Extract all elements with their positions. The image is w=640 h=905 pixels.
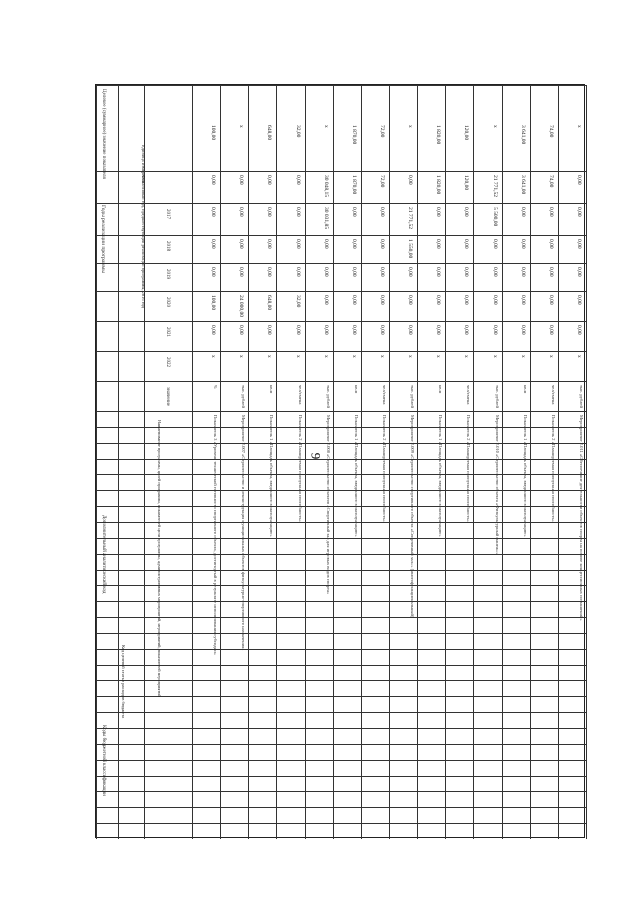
row-base: x: [294, 355, 301, 358]
col-divider: [96, 321, 586, 322]
row-value: 0,00: [350, 295, 357, 305]
row-value: 0,00: [210, 239, 217, 249]
row-value: 648,00: [266, 295, 273, 311]
row-value: 0,00: [547, 295, 554, 305]
row-total: 120,00: [463, 125, 470, 141]
row-value: 0,00: [294, 175, 301, 185]
year-label: 2021: [165, 327, 170, 337]
row-value: 0,00: [576, 175, 582, 185]
row-value: 0,00: [547, 267, 554, 277]
row-value: 0,00: [463, 325, 470, 335]
row-value: 0,00: [519, 239, 526, 249]
row-base: x: [576, 355, 582, 358]
col-divider: [96, 381, 586, 382]
row-value: 0,00: [379, 267, 385, 277]
row-name: Показатель 3 «Уровень технической готовности спортивного объекта, достигнутый в результате использования субсидии»: [213, 415, 219, 655]
row-value: 0,00: [435, 295, 442, 305]
row-total: 648,00: [266, 125, 273, 141]
row-divider: [220, 85, 221, 839]
row-value: 0,00: [435, 267, 442, 277]
code-col-divider: [96, 760, 586, 761]
row-value: 24 000,00: [238, 295, 245, 317]
code-col-divider: [96, 506, 586, 507]
row-value: 0,00: [407, 325, 414, 335]
row-divider: [305, 85, 306, 839]
row-value: 30 031,85: [322, 207, 329, 229]
row-base: x: [435, 355, 442, 358]
row-total: 1 870,00: [350, 125, 357, 145]
row-base: x: [210, 355, 217, 358]
row-value: 0,00: [238, 267, 245, 277]
row-value: 0,00: [379, 239, 385, 249]
row-divider: [473, 85, 474, 839]
row-value: 0,00: [238, 175, 245, 185]
row-value: 0,00: [266, 325, 273, 335]
code-col-divider: [96, 791, 586, 792]
row-value: 0,00: [379, 295, 385, 305]
code-col-divider: [96, 474, 586, 475]
row-unit: тыс. рублей: [579, 385, 584, 408]
row-value: 0,00: [210, 267, 217, 277]
row-value: 0,00: [547, 207, 554, 217]
row-value: 30 048,15: [322, 175, 329, 197]
row-base: x: [407, 355, 414, 358]
row-divider: [389, 85, 390, 839]
code-col-divider: [96, 744, 586, 745]
code-col-divider: [96, 680, 586, 681]
row-value: 0,00: [294, 325, 301, 335]
row-value: 0,00: [266, 175, 273, 185]
row-name: Показатель 1 «Площадь объекта, введенного в эксплуатацию»: [438, 415, 444, 537]
year-label: 2018: [165, 241, 170, 251]
row-value: 0,00: [519, 207, 526, 217]
row-value: 0,00: [210, 325, 217, 335]
row-value: 1 550,00: [407, 239, 414, 259]
row-value: 0,00: [266, 239, 273, 249]
row-unit: кв.м: [269, 385, 275, 394]
row-value: 0,00: [294, 239, 301, 249]
row-total: x: [491, 125, 498, 128]
row-value: 3 641,00: [519, 175, 526, 195]
row-unit: чел/смена: [297, 385, 303, 405]
code-col-divider: [96, 633, 586, 634]
row-value: 0,00: [547, 239, 554, 249]
row-divider: [333, 85, 334, 839]
row-value: 0,00: [210, 175, 217, 185]
row-value: 0,00: [350, 207, 357, 217]
col-divider: [96, 171, 586, 172]
row-value: 0,00: [210, 207, 217, 217]
row-total: x: [238, 125, 245, 128]
row-value: 0,00: [463, 239, 470, 249]
row-name: Показатель 1 «Площадь объекта, введенного в эксплуатацию»: [353, 415, 359, 537]
row-value: 0,00: [463, 267, 470, 277]
row-base: x: [519, 355, 526, 358]
code-col-divider: [96, 459, 586, 460]
row-value: 0,00: [519, 295, 526, 305]
row-value: 21 771,52: [407, 207, 414, 229]
row-value: 32,00: [294, 295, 301, 308]
code-col-divider: [96, 665, 586, 666]
row-unit: кв.м: [438, 385, 444, 394]
row-value: 0,00: [350, 325, 357, 335]
row-value: 100,00: [210, 295, 217, 311]
row-value: 0,00: [266, 207, 273, 217]
row-base: x: [463, 355, 470, 358]
row-value: 0,00: [322, 295, 329, 305]
row-value: 0,00: [576, 267, 582, 277]
row-value: 0,00: [322, 325, 329, 335]
header-divider: [96, 85, 97, 839]
row-name: Мероприятие 2.009 «Строительство спортивного объекта «Спортивный зал»» (многофункциональный): [410, 415, 416, 618]
page-number: 9: [308, 452, 324, 460]
row-value: 0,00: [463, 295, 470, 305]
row-value: 0,00: [407, 267, 414, 277]
row-unit: тыс. рублей: [494, 385, 500, 408]
row-base: x: [238, 355, 245, 358]
row-unit: чел/смена: [466, 385, 472, 405]
code-col-divider: [96, 522, 586, 523]
row-value: 1 820,00: [435, 175, 442, 195]
target-header: Целевое (суммарное) значение показателя: [101, 89, 106, 179]
row-value: 0,00: [435, 239, 442, 249]
row-value: 0,00: [435, 207, 442, 217]
code-col-divider: [96, 585, 586, 586]
unit-header: Единица измерения: [141, 145, 146, 183]
code-col-divider: [96, 823, 586, 824]
row-divider: [445, 85, 446, 839]
row-divider: [276, 85, 277, 839]
row-total: 74,00: [547, 125, 554, 138]
row-value: 0,00: [238, 325, 245, 335]
row-value: 120,00: [463, 175, 470, 191]
row-value: 0,00: [407, 295, 414, 305]
row-value: 0,00: [576, 325, 582, 335]
name-header: Наименование программы, целей программы, показателей цели программы, административных мероприятий, мероприятий, показателей мероприятий: [157, 420, 162, 697]
row-value: 0,00: [379, 325, 385, 335]
year-label: 2019: [165, 269, 170, 279]
row-unit: чел/смена: [550, 385, 556, 405]
row-unit: тыс. рублей: [325, 385, 331, 408]
row-unit: тыс. рублей: [410, 385, 416, 408]
row-value: 0,00: [519, 325, 526, 335]
row-value: 1 870,00: [350, 175, 357, 195]
row-name: Показатель 2 «Планируемая пропускная способность»: [550, 415, 556, 522]
code-col-divider: [96, 443, 586, 444]
col-divider: [96, 85, 586, 86]
row-value: 0,00: [491, 239, 498, 249]
row-unit: чел/смена: [382, 385, 387, 405]
row-divider: [248, 85, 249, 839]
row-value: 5 500,00: [491, 207, 498, 227]
row-base: x: [350, 355, 357, 358]
row-value: 0,00: [294, 207, 301, 217]
code-col-divider: [96, 807, 586, 808]
code-col-divider: [96, 649, 586, 650]
row-value: 0,00: [463, 207, 470, 217]
row-base: x: [266, 355, 273, 358]
row-total: x: [576, 125, 582, 128]
code-col-divider: [96, 538, 586, 539]
row-value: 0,00: [491, 267, 498, 277]
budget-table: [95, 84, 585, 838]
row-value: 0,00: [322, 267, 329, 277]
row-divider: [558, 85, 559, 839]
years-header: Годы реализации программы: [100, 205, 106, 273]
row-value: 74,00: [547, 175, 554, 188]
row-base: x: [547, 355, 554, 358]
row-name: Показатель 2 «Планируемая пропускная способность»: [297, 415, 303, 522]
code-col-divider: [96, 617, 586, 618]
row-unit: тыс. рублей: [241, 385, 247, 408]
row-total: 1 820,00: [435, 125, 442, 145]
year-label: 2020: [165, 297, 170, 307]
row-unit: кв.м: [522, 385, 528, 394]
row-value: 0,00: [435, 325, 442, 335]
row-divider: [192, 85, 193, 839]
row-total: 72,00: [379, 125, 385, 138]
row-value: 72,00: [379, 175, 385, 188]
row-value: 0,00: [350, 239, 357, 249]
row-name: Показатель 1 «Площадь объекта, введенного в эксплуатацию»: [269, 415, 275, 537]
code-col-divider: [96, 601, 586, 602]
code-col-divider: [96, 490, 586, 491]
row-value: 0,00: [350, 267, 357, 277]
row-base: x: [379, 355, 385, 358]
code-col-divider: [96, 712, 586, 713]
row-value: 0,00: [519, 267, 526, 277]
row-name: Мероприятие 2.011 «Обеспечение деятельности объектов спорта на основе концессионных соглашений»: [579, 415, 584, 621]
row-divider: [530, 85, 531, 839]
row-total: x: [322, 125, 329, 128]
row-value: 0,00: [238, 207, 245, 217]
fin-year-header: Финансовый год, предшествующий реализации программы, 2016 год: [141, 175, 146, 308]
row-value: 0,00: [547, 325, 554, 335]
row-value: 0,00: [322, 239, 329, 249]
col-divider: [96, 203, 586, 204]
row-value: 0,00: [266, 267, 273, 277]
row-total: 32,00: [294, 125, 301, 138]
row-name: Показатель 1 «Площадь объекта, введенного в эксплуатацию»: [522, 415, 528, 537]
col-divider: [96, 351, 586, 352]
col-divider: [96, 291, 586, 292]
row-unit: %: [213, 385, 219, 389]
code-col-divider: [96, 554, 586, 555]
code-col-divider: [96, 570, 586, 571]
code-target-header: Код целевой статьи расходов бюджета: [121, 645, 126, 719]
col-divider: [96, 235, 586, 236]
row-value: 0,00: [576, 207, 582, 217]
code-col-divider: [96, 696, 586, 697]
row-value: 0,00: [576, 239, 582, 249]
row-value: 0,00: [294, 267, 301, 277]
col-divider: [96, 263, 586, 264]
row-base: x: [322, 355, 329, 358]
code-col-divider: [96, 427, 586, 428]
year-label: 2022: [165, 357, 170, 367]
row-divider: [361, 85, 362, 839]
codes-header: Коды бюджетной классификации: [101, 725, 106, 796]
row-name: Показатель 2 «Планируемая пропускная способность»: [466, 415, 472, 522]
year-label: значение: [165, 387, 170, 406]
row-name: Мероприятие 2.010 «Строительство объекта «Физкультурный манеж»»: [494, 415, 500, 555]
row-name: Мероприятие 2.007 «Строительство и реконструкция муниципальных объектов физкультурно-спортивного назначения»: [241, 415, 247, 651]
row-divider: [502, 85, 503, 839]
row-name: Показатель 2 «Планируемая пропускная способность»: [382, 415, 387, 522]
row-value: 0,00: [491, 295, 498, 305]
row-value: 0,00: [576, 295, 582, 305]
row-name: Мероприятие 2.008 «Строительство объектов «Спортивный зал для игровых видов спорта»: [325, 415, 331, 595]
row-value: 0,00: [379, 207, 385, 217]
row-value: 0,00: [407, 175, 414, 185]
code-col-divider: [96, 776, 586, 777]
row-total: 100,00: [210, 125, 217, 141]
code-col-divider: [96, 728, 586, 729]
row-value: 0,00: [491, 325, 498, 335]
row-divider: [586, 85, 587, 839]
year-label: 2017: [165, 209, 170, 219]
row-unit: кв.м: [353, 385, 359, 394]
row-total: 3 641,00: [519, 125, 526, 145]
row-value: 21 771,52: [491, 175, 498, 197]
row-base: x: [491, 355, 498, 358]
col-divider: [96, 411, 586, 412]
row-divider: [417, 85, 418, 839]
row-total: x: [407, 125, 414, 128]
row-value: 0,00: [238, 239, 245, 249]
extra-header: Дополнительный аналитический код: [101, 515, 106, 594]
header-divider: [118, 85, 119, 839]
